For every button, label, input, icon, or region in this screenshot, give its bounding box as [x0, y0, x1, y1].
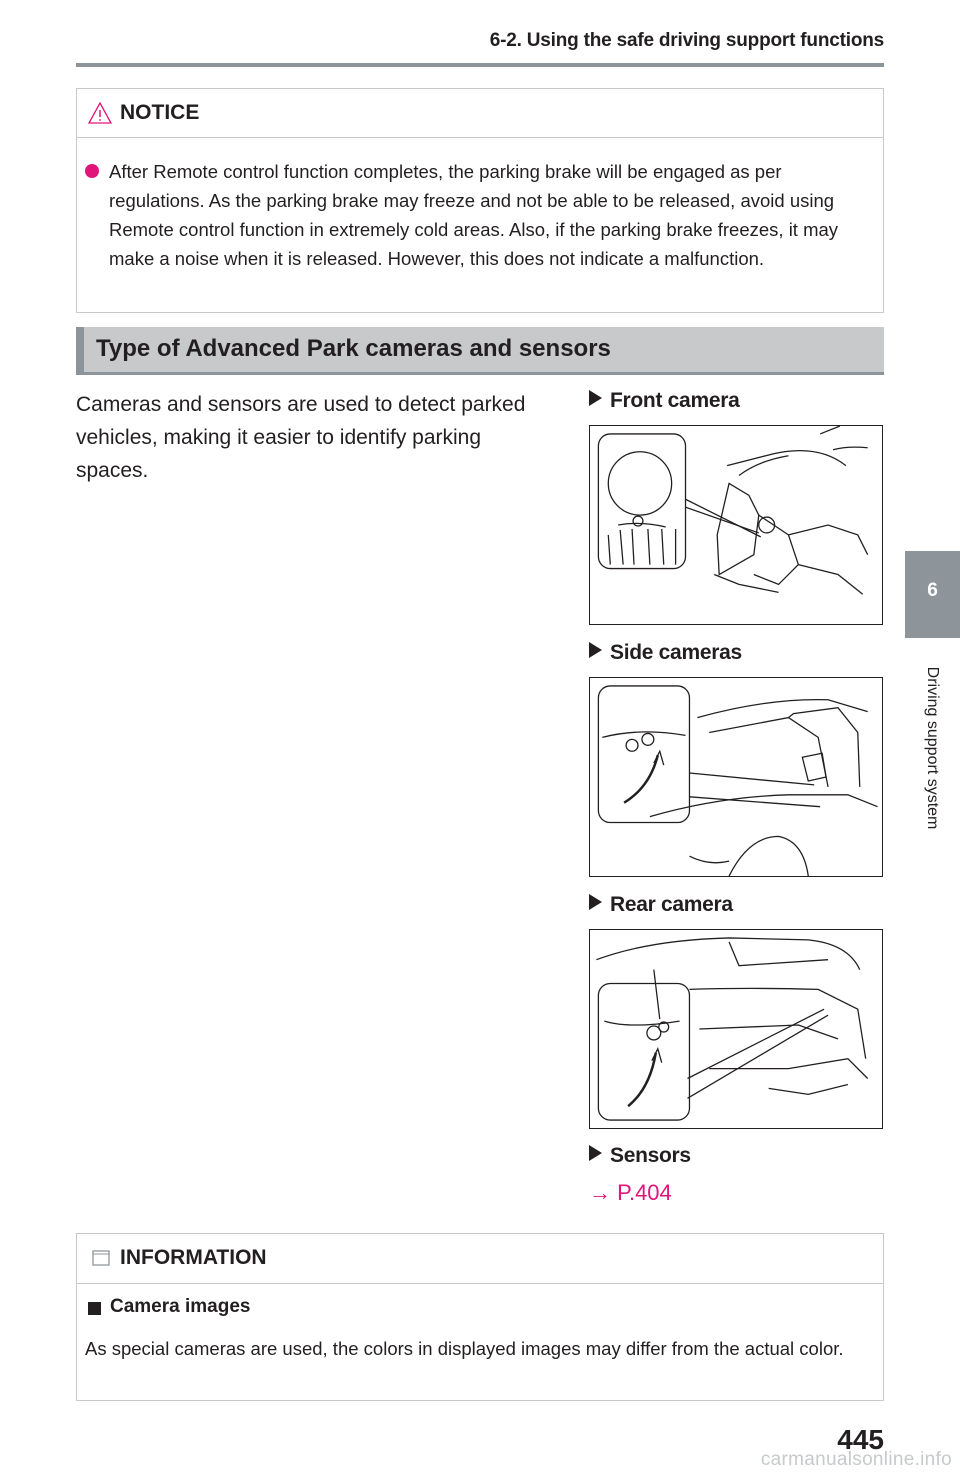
notice-title: NOTICE — [120, 101, 200, 124]
sensors-label — [589, 1144, 691, 1168]
side-cameras-text: Side cameras — [610, 641, 742, 664]
intro-paragraph: Cameras and sensors are used to detect parked vehicles, making it easier to identify parking spaces. — [76, 393, 526, 482]
square-bullet-icon — [88, 1302, 101, 1315]
page-number: 445 — [837, 1424, 884, 1455]
side-cameras-label — [589, 641, 742, 665]
rear-camera-figure — [589, 929, 883, 1129]
running-header: 6-2. Using the safe driving support functions — [489, 30, 884, 51]
rear-camera-label — [589, 893, 733, 917]
triangle-bullet-icon — [589, 642, 602, 658]
front-camera-text: Front camera — [610, 389, 740, 412]
front-camera-label — [589, 389, 739, 413]
section-heading-bar — [76, 327, 884, 375]
information-header — [77, 1234, 883, 1284]
notice-header — [77, 89, 883, 138]
front-camera-figure — [589, 425, 883, 625]
notice-text: After Remote control function completes, the parking brake will be engaged as per regulations. As the parking brake may freeze and not be able to be released, avoid using Remote control function in extremely cold areas. Also, if the parking brake freezes, it may make a noise when it is released. However, this does not indicate a malfunction. — [109, 161, 839, 269]
watermark: carmanualsonline.info — [760, 1449, 952, 1470]
triangle-bullet-icon — [589, 894, 602, 910]
information-text: As special cameras are used, the colors in displayed images may differ from the actual color. — [85, 1338, 844, 1359]
section-accent — [76, 327, 84, 372]
information-title: INFORMATION — [120, 1246, 267, 1269]
sensors-text: Sensors — [610, 1144, 691, 1167]
chapter-label: Driving support system — [924, 666, 941, 830]
sensors-page-link[interactable]: → P.404 — [589, 1180, 672, 1205]
warning-triangle-icon — [88, 102, 112, 124]
information-box — [76, 1233, 884, 1401]
rear-camera-text: Rear camera — [610, 893, 733, 916]
information-subtitle: Camera images — [110, 1296, 251, 1317]
bullet-dot-icon — [85, 164, 99, 178]
side-camera-illustration-icon — [590, 678, 882, 876]
memo-icon — [91, 1248, 111, 1268]
section-title: Type of Advanced Park cameras and sensors — [96, 335, 611, 362]
triangle-bullet-icon — [589, 390, 602, 406]
notice-box — [76, 88, 884, 313]
header-rule — [76, 63, 884, 67]
triangle-bullet-icon — [589, 1145, 602, 1161]
rear-camera-illustration-icon — [590, 930, 882, 1128]
side-cameras-figure — [589, 677, 883, 877]
front-camera-illustration-icon — [590, 426, 882, 624]
chapter-number: 6 — [927, 580, 938, 601]
